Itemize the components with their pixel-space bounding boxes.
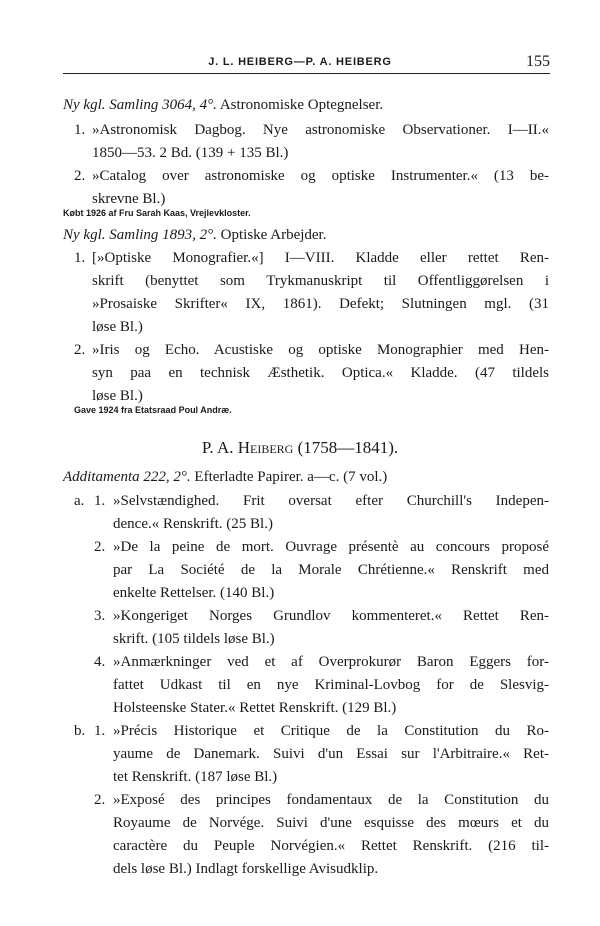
entry-line: »De la peine de mort. Ouvrage présentè au concours proposé [113,539,549,555]
entry-line: »Astronomisk Dagbog. Nye astronomiske Observationer. I—II.« [92,122,549,138]
item-number: 1. [74,250,86,266]
entry-line: dels løse Bl.) Indlagt forskellige Avisudklip. [113,861,379,877]
entry-line: Royaume de Norvége. Suivi d'une esquisse des mœurs et du [113,815,549,831]
shelfmark-heading [63,469,387,485]
entry-line: 1850—53. 2 Bd. (139 + 135 Bl.) [92,145,289,161]
entry-line: caractère du Peuple Norvégien.« Rettet Renskrift. (216 til- [113,838,549,854]
heading-text: Optiske Arbejder. [216,227,327,243]
entry-line: fattet Udkast til en nye Kriminal-Lovbog for de Slesvig- [113,677,549,693]
item-number: 4. [94,654,106,670]
entry-line: enkelte Rettelser. (140 Bl.) [113,585,275,601]
item-number: 2. [74,168,86,184]
section-heading [0,439,600,457]
item-number: 1. [74,122,86,138]
entry-line: »Kongeriget Norges Grundlov kommenteret.« Rettet Ren- [113,608,549,624]
entry-line: løse Bl.) [92,319,143,335]
entry-line: »Exposé des principes fondamentaux de la Constitution du [113,792,549,808]
group-label: b. [74,723,86,739]
entry-line: løse Bl.) [92,388,143,404]
entry-line: »Iris og Echo. Acustiske og optiske Monographier med Hen- [92,342,549,358]
group-label: a. [74,493,85,509]
entry-line: tet Renskrift. (187 løse Bl.) [113,769,278,785]
entry-line: »Anmærkninger ved et af Overprokurør Baron Eggers for- [113,654,549,670]
entry-line: syn paa en technisk Æsthetik. Optica.« Kladde. (47 tildels [92,365,549,381]
shelfmark: Additamenta 222, 2°. [63,469,191,485]
entry-line: yaume de Danemark. Suivi d'un Essai sur l'Arbitraire.« Ret- [113,746,549,762]
shelfmark-heading [63,97,383,113]
item-number: 1. [94,493,106,509]
shelfmark: Ny kgl. Samling 3064, 4°. [63,97,217,113]
person-surname: Heiberg [237,438,294,457]
item-number: 2. [94,539,106,555]
running-header [0,42,600,70]
item-number: 3. [94,608,106,624]
heading-text: Efterladte Papirer. a—c. (7 vol.) [190,469,388,485]
heading-text: Astronomiske Optegnelser. [216,97,384,113]
provenance-note: Gave 1924 fra Etatsraad Poul Andræ. [74,405,232,415]
running-title: J. L. HEIBERG—P. A. HEIBERG [208,56,392,68]
entry-line: skrift (benyttet som Trykmanuskript til Offentliggørelsen i [92,273,549,289]
item-number: 1. [94,723,106,739]
person-initials: P. A. [201,438,238,457]
header-rule [63,73,550,74]
entry-line: »Selvstændighed. Frit oversat efter Churchill's Indepen- [113,493,549,509]
page-number: 155 [526,53,550,70]
item-number: 2. [94,792,106,808]
shelfmark: Ny kgl. Samling 1893, 2°. [63,227,217,243]
entry-line: »Prosaiske Skrifter« IX, 1861). Defekt; Slutningen mgl. (31 [92,296,549,312]
person-years: (1758—1841). [293,438,399,457]
provenance-note: Købt 1926 af Fru Sarah Kaas, Vrejlevkloster. [63,208,251,218]
entry-line: Holsteenske Stater.« Rettet Renskrift. (129 Bl.) [113,700,397,716]
entry-line: »Catalog over astronomiske og optiske Instrumenter.« (13 be- [92,168,549,184]
entry-line: skrift. (105 tildels løse Bl.) [113,631,275,647]
shelfmark-heading [63,227,326,243]
entry-line: par La Société de la Morale Chrétienne.« Renskrift med [113,562,549,578]
entry-line: »Précis Historique et Critique de la Constitution du Ro- [113,723,549,739]
entry-line: dence.« Renskrift. (25 Bl.) [113,516,273,532]
entry-line: skrevne Bl.) [92,191,166,207]
entry-line: [»Optiske Monografier.«] I—VIII. Kladde eller rettet Ren- [92,250,549,266]
item-number: 2. [74,342,86,358]
